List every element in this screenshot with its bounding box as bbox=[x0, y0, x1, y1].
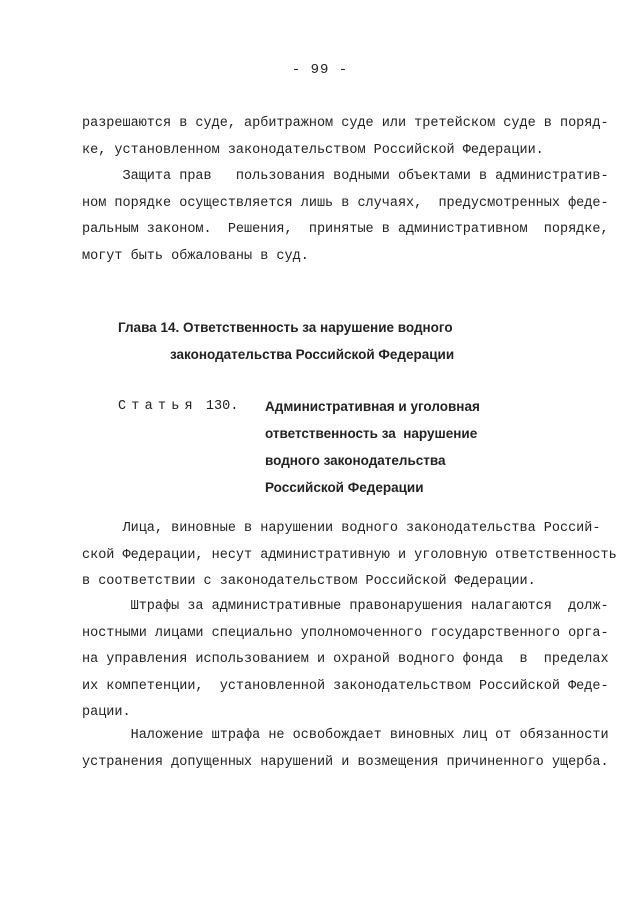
text-line: разрешаются в суде, арбитражном суде или третейском суде в поряд- bbox=[82, 116, 609, 131]
paragraph-liability bbox=[82, 516, 617, 596]
paragraph-fine-obligations bbox=[82, 723, 609, 776]
text-line: на управления использованием и охраной водного фонда в пределах bbox=[82, 652, 609, 667]
text-line: устранения допущенных нарушений и возмещения причиненного ущерба. bbox=[82, 754, 609, 770]
text-line: Наложение штрафа не освобождает виновных лиц от обязанности bbox=[82, 728, 609, 743]
article-title bbox=[265, 393, 565, 501]
text-line: Штрафы за административные правонарушения налагаются долж- bbox=[82, 599, 609, 614]
paragraph-rights-protection bbox=[82, 164, 609, 270]
article-number: 130. bbox=[197, 399, 239, 414]
article-title-line: ответственность за нарушение bbox=[265, 426, 478, 441]
text-line: ральным законом. Решения, принятые в административном порядке, bbox=[82, 222, 609, 237]
text-line: Защита прав пользования водными объектами в административ- bbox=[82, 169, 609, 184]
article-title-line: водного законодательства bbox=[265, 453, 446, 468]
text-line: Лица, виновные в нарушении водного законодательства Россий- bbox=[82, 521, 601, 536]
chapter-title-line: Глава 14. Ответственность за нарушение водного bbox=[118, 320, 453, 335]
article-title-line: Административная и уголовная bbox=[265, 399, 480, 414]
text-line: их компетенции, установленной законодательством Российской Феде- bbox=[82, 678, 609, 694]
text-line: в соответствии с законодательством Российской Федерации. bbox=[82, 574, 536, 589]
text-line: ностными лицами специально уполномоченного государственного орга- bbox=[82, 625, 609, 641]
text-line: могут быть обжалованы в суд. bbox=[82, 248, 309, 264]
paragraph-continuation bbox=[82, 111, 609, 164]
page-number: - 99 - bbox=[291, 62, 349, 78]
text-line: ской Федерации, несут административную и уголовную ответственность bbox=[82, 547, 617, 563]
text-line: ном порядке осуществляется лишь в случаях, предусмотренных феде- bbox=[82, 195, 609, 211]
chapter-title-line: законодательства Российской Федерации bbox=[170, 347, 455, 362]
article-label bbox=[118, 393, 238, 420]
paragraph-fines bbox=[82, 594, 609, 727]
chapter-heading bbox=[118, 314, 558, 368]
article-word: Статья bbox=[118, 399, 198, 414]
article-title-line: Российской Федерации bbox=[265, 480, 424, 495]
text-line: ке, установленном законодательством Российской Федерации. bbox=[82, 142, 544, 158]
text-line: рации. bbox=[82, 705, 131, 720]
